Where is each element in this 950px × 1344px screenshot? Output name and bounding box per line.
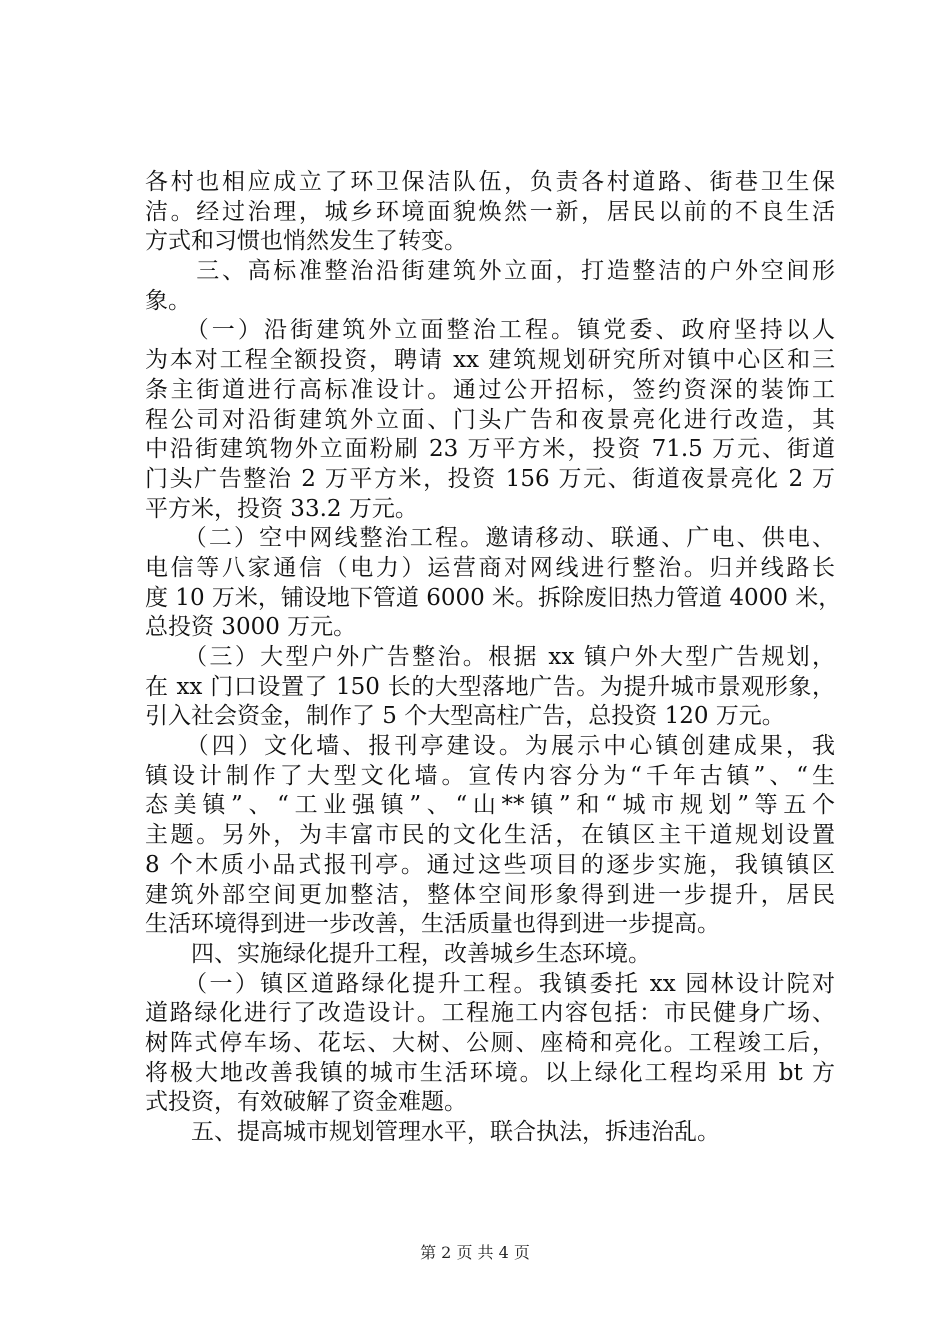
text-line: （二）空中网线整治工程。邀请移动、联通、广电、供电、: [145, 525, 835, 552]
section-heading-line: 象。: [145, 287, 191, 314]
text-line: 度 10 万米，铺设地下管道 6000 米。拆除废旧热力管道 4000 米，: [145, 584, 842, 611]
text-line: 道路绿化进行了改造设计。工程施工内容包括：市民健身广场、: [145, 1000, 835, 1027]
text-line: 各村也相应成立了环卫保洁队伍，负责各村道路、街巷卫生保: [145, 169, 835, 195]
text-line: 态美镇”、“工业强镇”、“山**镇”和“城市规划”等五个: [145, 792, 835, 819]
section-heading-line: 五、提高城市规划管理水平，联合执法，拆违治乱。: [145, 1119, 720, 1145]
text-line: 门头广告整治 2 万平方米，投资 156 万元、街道夜景亮化 2 万: [145, 465, 835, 492]
text-line: 引入社会资金，制作了 5 个大型高柱广告，总投资 120 万元。: [145, 703, 785, 730]
text-line: （一）镇区道路绿化提升工程。我镇委托 xx 园林设计院对: [145, 970, 835, 997]
text-line: （一）沿街建筑外立面整治工程。镇党委、政府坚持以人: [145, 317, 835, 344]
text-line: 主题。另外，为丰富市民的文化生活，在镇区主干道规划设置: [145, 822, 835, 849]
text-line: 建筑外部空间更加整洁，整体空间形象得到进一步提升，居民: [145, 881, 835, 908]
section-heading-line: 四、实施绿化提升工程，改善城乡生态环境。: [145, 940, 651, 967]
text-line: 将极大地改善我镇的城市生活环境。以上绿化工程均采用 bt 方: [145, 1059, 835, 1086]
text-line: 树阵式停车场、花坛、大树、公厕、座椅和亮化。工程竣工后，: [145, 1029, 835, 1056]
text-line: 在 xx 门口设置了 150 长的大型落地广告。为提升城市景观形象，: [145, 673, 835, 700]
text-line: 生活环境得到进一步改善，生活质量也得到进一步提高。: [145, 911, 720, 938]
text-line: （三）大型户外广告整治。根据 xx 镇户外大型广告规划，: [145, 644, 835, 670]
text-line: （四）文化墙、报刊亭建设。为展示中心镇创建成果，我: [145, 733, 835, 760]
text-line: 总投资 3000 万元。: [145, 614, 357, 641]
text-line: 方式和习惯也悄然发生了转变。: [145, 228, 467, 255]
text-line: 电信等八家通信（电力）运营商对网线进行整治。归并线路长: [145, 554, 835, 581]
document-body: [145, 168, 842, 1148]
text-line: 平方米，投资 33.2 万元。: [145, 495, 418, 522]
text-line: 为本对工程全额投资，聘请 xx 建筑规划研究所对镇中心区和三: [145, 347, 835, 374]
page-number-footer: 第 2 页 共 4 页: [420, 1243, 530, 1262]
text-line: 中沿街建筑物外立面粉刷 23 万平方米，投资 71.5 万元、街道: [145, 436, 835, 463]
section-heading-line: 三、高标准整治沿街建筑外立面，打造整洁的户外空间形: [145, 258, 835, 285]
text-line: 式投资，有效破解了资金难题。: [145, 1089, 467, 1116]
text-line: 程公司对沿街建筑外立面、门头广告和夜景亮化进行改造，其: [145, 406, 835, 433]
text-line: 洁。经过治理，城乡环境面貌焕然一新，居民以前的不良生活: [145, 198, 835, 225]
text-line: 镇设计制作了大型文化墙。宣传内容分为“千年古镇”、“生: [145, 762, 835, 789]
text-line: 8 个木质小品式报刊亭。通过这些项目的逐步实施，我镇镇区: [145, 851, 835, 878]
text-line: 条主街道进行高标准设计。通过公开招标，签约资深的装饰工: [145, 376, 835, 403]
